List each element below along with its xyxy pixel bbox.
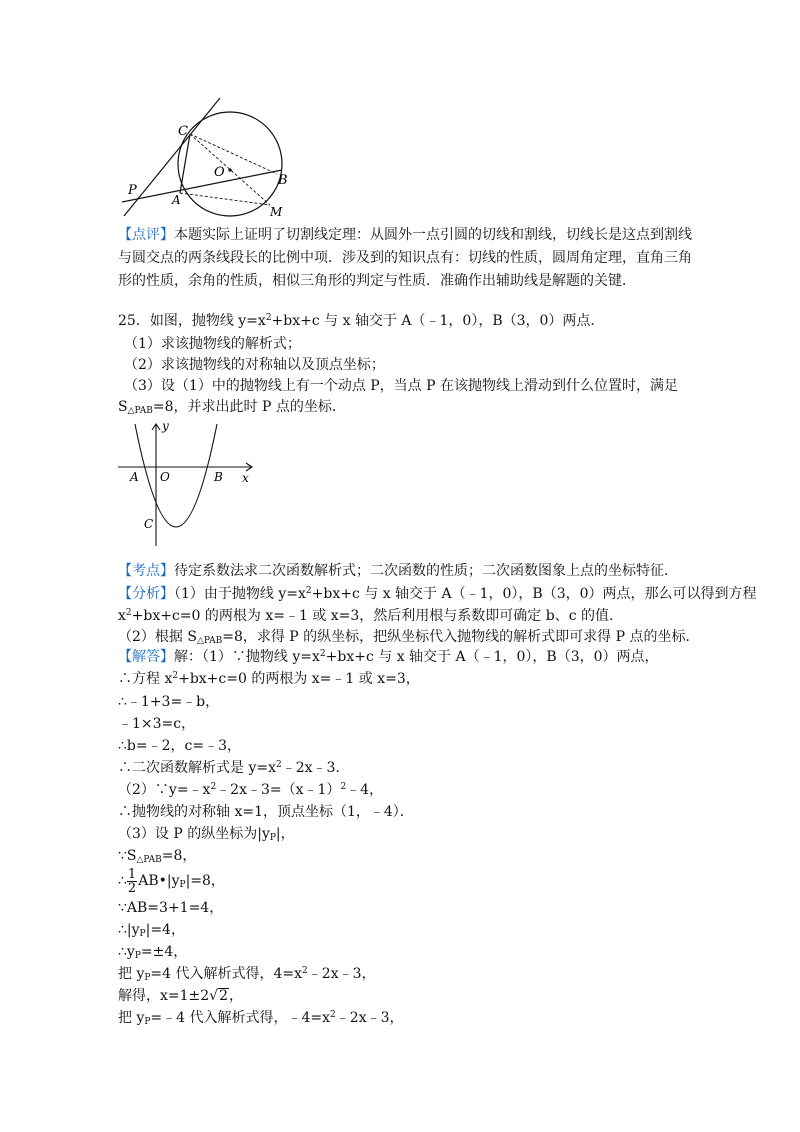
- fenxi-2b: +bx+c=0 的两根为 x=﹣1 或 x=3，然后利用根与系数即可确定 b、c 的值．: [131, 608, 624, 624]
- jieda-line-5: ∴b=﹣2，c=﹣3，: [118, 738, 241, 754]
- segment-ca: [180, 134, 190, 193]
- jieda-line-10: [118, 846, 196, 866]
- jieda-16a: 解得，x=1±2: [118, 988, 210, 1004]
- fenxi-line-1: [118, 584, 757, 604]
- comment-tag: 【点评】: [118, 227, 174, 243]
- jieda-10a: ∵S: [118, 848, 137, 864]
- jieda-line-8: ∴抛物线的对称轴 x=1，顶点坐标（1，﹣4）．: [118, 804, 414, 820]
- jieda-17a: 把 y: [118, 1010, 145, 1026]
- jieda-line-17: [118, 1008, 404, 1028]
- label-b: B: [278, 173, 288, 188]
- sqrt-symbol: √: [209, 988, 219, 1004]
- stem-sup: 2: [265, 313, 272, 323]
- jieda-1a: 解：（1）∵抛物线 y=x: [174, 649, 320, 665]
- comment-text-1: 本题实际上证明了切割线定理：从圆外一点引圆的切线和割线，切线长是这点到割线: [174, 227, 692, 243]
- jieda-14a: ∴y: [118, 944, 135, 960]
- jieda-11a: ∴: [118, 873, 127, 889]
- jieda-17sup: 2: [330, 1010, 336, 1020]
- jieda-11b: AB•|y: [138, 873, 180, 889]
- fenxi-1a: （1）由于抛物线 y=x: [174, 586, 306, 602]
- jieda-tag: 【解答】: [118, 649, 174, 665]
- jieda-line-16: [118, 986, 243, 1006]
- jieda-15a: 把 y: [118, 966, 145, 982]
- fraction-num: 1: [127, 866, 137, 882]
- center-dot: [228, 168, 231, 171]
- jieda-line-13: [118, 920, 185, 940]
- question-3: （3）设（1）中的抛物线上有一个动点 P，当点 P 在该抛物线上滑动到什么位置时，满足: [124, 378, 679, 394]
- jieda-7sup: 2: [210, 782, 217, 792]
- label-x: x: [242, 471, 249, 485]
- jieda-15b: =4 代入解析式得，4=x: [150, 966, 303, 982]
- fenxi-line-3: [118, 627, 700, 647]
- jieda-1b: +bx+c 与 x 轴交于 A（﹣1，0），B（3，0）两点，: [325, 649, 659, 665]
- q3-s: S: [118, 399, 128, 415]
- jieda-7a: （2）∵y=﹣x: [118, 782, 211, 798]
- jieda-line-9: [118, 824, 295, 844]
- jieda-9b: |，: [275, 826, 295, 842]
- label-p: P: [128, 183, 137, 198]
- problem-stem: [118, 311, 604, 331]
- jieda-6sup: 2: [276, 760, 282, 770]
- q3-rest: =8，并求出此时 P 点的坐标．: [152, 399, 346, 415]
- fraction-den: 2: [127, 880, 137, 896]
- fenxi-line-2: [118, 606, 623, 626]
- jieda-11sub: P: [179, 880, 186, 890]
- jieda-13sub: P: [139, 929, 146, 939]
- jieda-17c: ﹣2x﹣3，: [335, 1010, 404, 1026]
- jieda-7sup2: 2: [340, 782, 347, 792]
- jieda-13a: ∴|y: [118, 922, 140, 938]
- jieda-6a: ∴二次函数解析式是 y=x: [118, 760, 276, 776]
- question-2: （2）求该抛物线的对称轴以及顶点坐标；: [124, 357, 385, 373]
- jieda-15c: ﹣2x﹣3，: [307, 966, 376, 982]
- jieda-2sup: 2: [172, 671, 179, 681]
- fenxi-3sub: △PAB: [196, 636, 223, 646]
- jieda-17sub: P: [144, 1017, 151, 1027]
- jieda-line-1: [118, 647, 659, 667]
- question-1: （1）求该抛物线的解析式；: [124, 336, 301, 352]
- fenxi-2sup: 2: [125, 608, 132, 618]
- jieda-line-7: [118, 780, 383, 800]
- label-c: C: [144, 517, 154, 531]
- label-o: O: [214, 165, 225, 180]
- parabola-curve: [135, 424, 217, 527]
- jieda-9a: （3）设 P 的纵坐标为|y: [118, 826, 270, 842]
- jieda-14b: =±4，: [140, 944, 188, 960]
- fenxi-2a: x: [118, 608, 126, 624]
- comment-line-3: 形的性质，余角的性质，相似三角形的判定与性质．准确作出辅助线是解题的关键．: [118, 273, 636, 289]
- stem-part-b: +bx+c 与 x 轴交于 A（﹣1，0），B（3，0）两点．: [271, 313, 605, 329]
- kaodian-text: 待定系数法求二次函数解析式；二次函数的性质；二次函数图象上点的坐标特征．: [174, 563, 678, 579]
- jieda-9sub: P: [269, 833, 276, 843]
- question-3-cont: [118, 397, 346, 417]
- dashed-cb: [190, 134, 277, 174]
- label-b: B: [214, 470, 223, 484]
- jieda-15sup: 2: [302, 966, 308, 976]
- fenxi-tag: 【分析】: [118, 586, 174, 602]
- jieda-line-15: [118, 964, 376, 984]
- label-c: C: [178, 124, 188, 139]
- dashed-am: [180, 193, 270, 205]
- fenxi-1sup: 2: [305, 586, 312, 596]
- parabola-figure: [112, 420, 262, 550]
- label-a: A: [172, 193, 181, 207]
- q3-sub: △PAB: [127, 406, 153, 416]
- jieda-line-11: [118, 866, 225, 896]
- jieda-line-6: [118, 758, 349, 778]
- secant-line-pb: [122, 170, 282, 202]
- kaodian-tag: 【考点】: [118, 563, 174, 579]
- kaodian-line: [118, 561, 678, 581]
- label-o: O: [160, 470, 170, 484]
- stem-part-a: 25．如图，抛物线 y=x: [118, 313, 266, 329]
- comment-line-2: 与圆交点的两条线段长的比例中项．涉及到的知识点有：切线的性质，圆周角定理，直角三角: [118, 250, 692, 266]
- jieda-7b: ﹣2x﹣3=（x﹣1）: [216, 782, 341, 798]
- jieda-line-12: ∵AB=3+1=4，: [118, 900, 224, 916]
- jieda-line-14: [118, 942, 187, 962]
- jieda-6b: ﹣2x﹣3．: [281, 760, 350, 776]
- fenxi-3b: =8，求得 P 的纵坐标，把纵坐标代入抛物线的解析式即可求得 P 点的坐标．: [222, 629, 700, 645]
- jieda-10b: =8，: [161, 848, 197, 864]
- sqrt-radicand: 2: [219, 988, 229, 1004]
- jieda-1sup: 2: [319, 649, 326, 659]
- label-m: M: [270, 205, 283, 219]
- fenxi-3a: （2）根据 S: [118, 629, 197, 645]
- jieda-line-3: ∴﹣1+3=﹣b，: [118, 694, 220, 710]
- circle-o: [178, 112, 282, 216]
- jieda-line-2: [118, 669, 420, 689]
- jieda-16b: ，: [229, 988, 244, 1004]
- jieda-line-4: ﹣1×3=c，: [118, 716, 196, 732]
- comment-line-1: [118, 225, 692, 245]
- jieda-17b: =﹣4 代入解析式得，﹣4=x: [150, 1010, 331, 1026]
- circle-tangent-figure: [110, 92, 320, 222]
- jieda-14sub: P: [134, 951, 141, 961]
- fraction-half: [127, 868, 137, 895]
- jieda-13b: |=4，: [145, 922, 185, 938]
- jieda-2b: +bx+c=0 的两根为 x=﹣1 或 x=3，: [178, 671, 420, 687]
- jieda-15sub: P: [144, 973, 151, 983]
- jieda-10sub: △PAB: [136, 855, 162, 865]
- fenxi-1b: +bx+c 与 x 轴交于 A（﹣1，0），B（3，0）两点，那么可以得到方程: [311, 586, 757, 602]
- label-a: A: [130, 470, 139, 484]
- jieda-2a: ∴方程 x: [118, 671, 173, 687]
- jieda-7c: ﹣4，: [346, 782, 384, 798]
- label-y: y: [162, 420, 169, 433]
- jieda-11c: |=8，: [185, 873, 225, 889]
